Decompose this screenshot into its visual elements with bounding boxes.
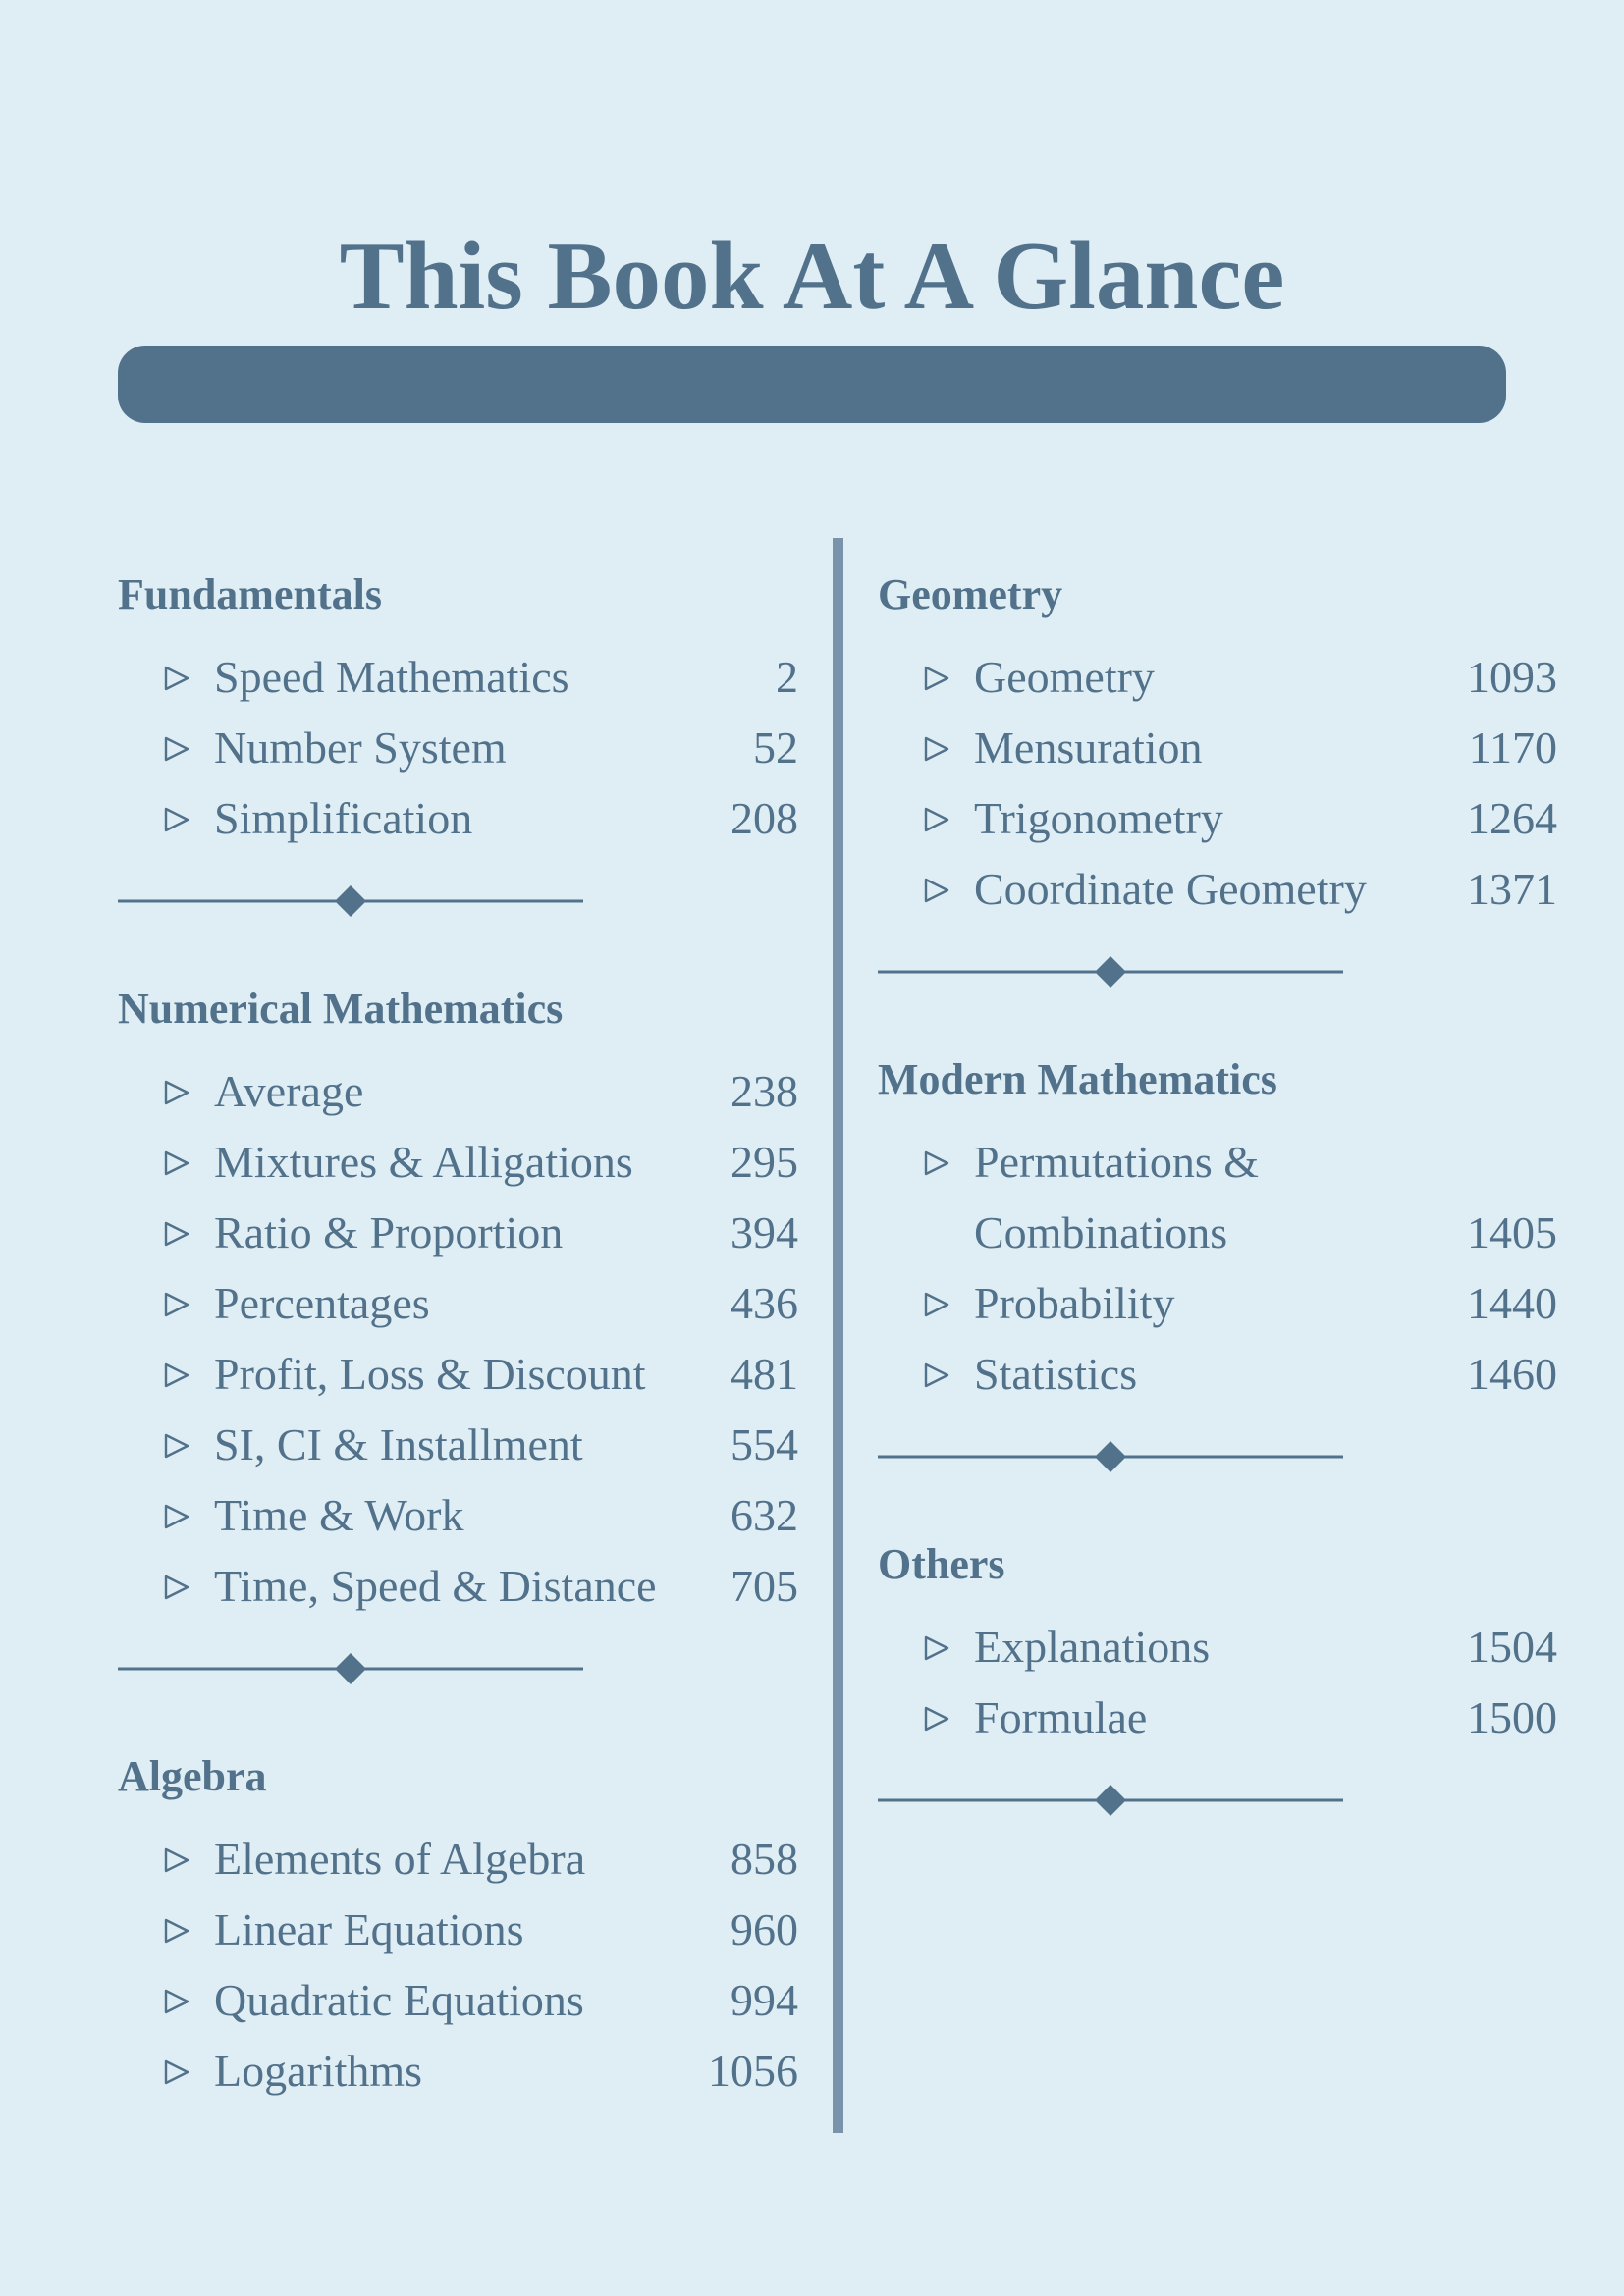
toc-entry[interactable] (878, 642, 1557, 713)
entry-name: SI, CI & Installment (214, 1419, 583, 1469)
section-title: Algebra (118, 1752, 267, 1800)
entry-page: 1056 (708, 2046, 798, 2096)
toc-entry[interactable] (878, 1268, 1557, 1339)
entry-page: 1371 (1467, 864, 1557, 914)
entry-name: Geometry (974, 652, 1155, 702)
triangle-right-icon (921, 1682, 952, 1753)
triangle-right-icon (921, 642, 952, 713)
entry-page: 632 (731, 1490, 798, 1540)
entry-name: Statistics (974, 1349, 1138, 1399)
toc-entry[interactable] (118, 1127, 798, 1198)
triangle-right-icon (161, 1410, 192, 1480)
diamond-ornament-divider (118, 1649, 583, 1688)
entry-list (878, 1127, 1557, 1410)
entry-page: 994 (731, 1975, 798, 2025)
triangle-right-icon (161, 1480, 192, 1551)
section-title: Modern Mathematics (878, 1055, 1277, 1103)
title-bar (118, 346, 1506, 423)
toc-entry[interactable] (118, 1339, 798, 1410)
section-fundamentals (118, 560, 798, 926)
toc-entry[interactable] (118, 1480, 798, 1551)
entry-name: Simplification (214, 793, 473, 843)
triangle-right-icon (161, 2036, 192, 2107)
toc-entry[interactable] (878, 1339, 1557, 1410)
entry-name: Ratio & Proportion (214, 1207, 564, 1257)
toc-entry[interactable] (118, 642, 798, 713)
toc-entry[interactable] (878, 1127, 1557, 1268)
diamond-ornament-divider (878, 952, 1343, 991)
entry-name: Speed Mathematics (214, 652, 569, 702)
entry-page: 1170 (1468, 722, 1557, 773)
toc-entry[interactable] (118, 1824, 798, 1895)
entry-list (878, 642, 1557, 925)
entry-list (118, 1824, 798, 2107)
entry-name: Average (214, 1066, 364, 1116)
section-numerical-mathematics (118, 974, 798, 1693)
entry-page: 858 (731, 1834, 798, 1884)
toc-entry[interactable] (118, 1551, 798, 1622)
toc-entry[interactable] (118, 2036, 798, 2107)
entry-page: 1264 (1467, 793, 1557, 843)
section-others (878, 1529, 1557, 1825)
entry-name: Time & Work (214, 1490, 464, 1540)
entry-name: Linear Equations (214, 1904, 524, 1954)
section-title: Others (878, 1540, 1005, 1588)
triangle-right-icon (161, 1268, 192, 1339)
triangle-right-icon (921, 1127, 952, 1198)
entry-list (118, 1056, 798, 1622)
entry-page: 1500 (1467, 1692, 1557, 1742)
triangle-right-icon (161, 1824, 192, 1895)
page-title: This Book At A Glance (339, 223, 1285, 330)
triangle-right-icon (161, 1965, 192, 2036)
entry-page: 960 (731, 1904, 798, 1954)
entry-page: 394 (731, 1207, 798, 1257)
entry-name: Profit, Loss & Discount (214, 1349, 646, 1399)
entry-page: 705 (731, 1561, 798, 1611)
entry-name: Formulae (974, 1692, 1148, 1742)
toc-entry[interactable] (878, 713, 1557, 783)
section-geometry (878, 560, 1557, 996)
triangle-right-icon (161, 713, 192, 783)
entry-name: Logarithms (214, 2046, 423, 2096)
entry-page: 481 (731, 1349, 798, 1399)
triangle-right-icon (921, 1612, 952, 1682)
section-modern-mathematics (878, 1044, 1557, 1481)
entry-name: Percentages (214, 1278, 430, 1328)
toc-entry[interactable] (118, 1965, 798, 2036)
entry-name: Trigonometry (974, 793, 1223, 843)
entry-name: Mixtures & Alligations (214, 1137, 633, 1187)
triangle-right-icon (921, 713, 952, 783)
entry-page: 208 (731, 793, 798, 843)
entry-page: 2 (776, 652, 798, 702)
section-title: Geometry (878, 570, 1063, 618)
entry-page: 238 (731, 1066, 798, 1116)
entry-page: 1405 (1467, 1207, 1557, 1257)
entry-page: 1440 (1467, 1278, 1557, 1328)
section-algebra (118, 1741, 798, 2107)
toc-entry[interactable] (118, 1895, 798, 1965)
entry-name: Mensuration (974, 722, 1203, 773)
triangle-right-icon (161, 1339, 192, 1410)
entry-name: Permutations & Combinations (974, 1137, 1260, 1257)
toc-entry[interactable] (878, 783, 1557, 854)
toc-entry[interactable] (118, 1410, 798, 1480)
toc-entry[interactable] (118, 783, 798, 854)
entry-name: Number System (214, 722, 507, 773)
toc-entry[interactable] (118, 1198, 798, 1268)
triangle-right-icon (161, 1127, 192, 1198)
entry-name: Coordinate Geometry (974, 864, 1367, 914)
triangle-right-icon (161, 1198, 192, 1268)
entry-page: 1504 (1467, 1622, 1557, 1672)
entry-page: 295 (731, 1137, 798, 1187)
toc-entry[interactable] (878, 1612, 1557, 1682)
entry-name: Explanations (974, 1622, 1211, 1672)
entry-name: Time, Speed & Distance (214, 1561, 657, 1611)
entry-page: 1460 (1467, 1349, 1557, 1399)
triangle-right-icon (161, 1551, 192, 1622)
toc-entry[interactable] (878, 854, 1557, 925)
triangle-right-icon (161, 783, 192, 854)
entry-name: Elements of Algebra (214, 1834, 586, 1884)
triangle-right-icon (161, 642, 192, 713)
entry-page: 52 (753, 722, 798, 773)
triangle-right-icon (921, 1268, 952, 1339)
triangle-right-icon (921, 1339, 952, 1410)
entry-name: Probability (974, 1278, 1175, 1328)
diamond-ornament-divider (118, 881, 583, 921)
toc-entry[interactable] (118, 1268, 798, 1339)
triangle-right-icon (161, 1056, 192, 1127)
entry-list (878, 1612, 1557, 1753)
section-title: Numerical Mathematics (118, 985, 564, 1033)
toc-entry[interactable] (878, 1682, 1557, 1753)
toc-entry[interactable] (118, 1056, 798, 1127)
entry-list (118, 642, 798, 854)
toc-entry[interactable] (118, 713, 798, 783)
diamond-ornament-divider (878, 1781, 1343, 1820)
column-divider (833, 538, 843, 2133)
entry-page: 1093 (1467, 652, 1557, 702)
diamond-ornament-divider (878, 1437, 1343, 1476)
triangle-right-icon (921, 783, 952, 854)
entry-page: 436 (731, 1278, 798, 1328)
triangle-right-icon (161, 1895, 192, 1965)
section-title: Fundamentals (118, 570, 382, 618)
entry-name: Quadratic Equations (214, 1975, 584, 2025)
triangle-right-icon (921, 854, 952, 925)
entry-page: 554 (731, 1419, 798, 1469)
